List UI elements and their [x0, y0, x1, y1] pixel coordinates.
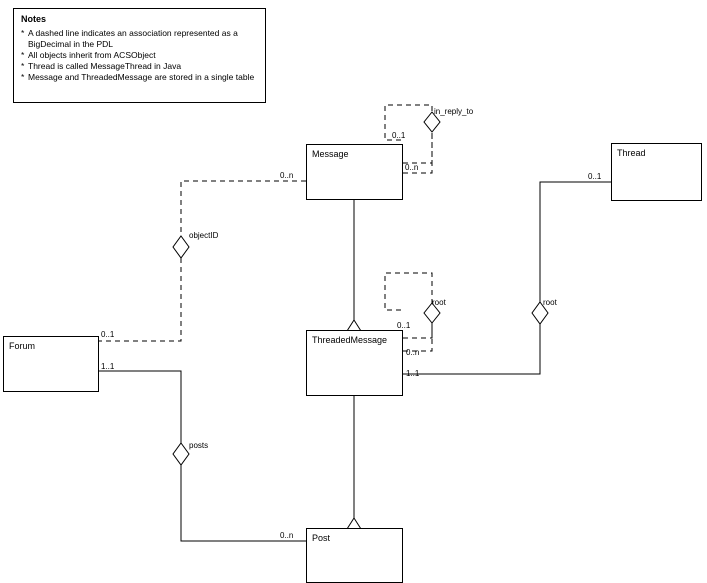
class-name-message: Message [312, 149, 349, 159]
note-item: * Message and ThreadedMessage are stored in a single table [21, 72, 259, 83]
multiplicity-post-posts: 0..n [280, 531, 294, 540]
note-item: * All objects inherit from ACSObject [21, 50, 259, 61]
multiplicity-tm-root-top: 0..1 [397, 321, 411, 330]
label-root-right: root [543, 298, 557, 307]
class-box-forum[interactable] [3, 336, 99, 392]
class-name-threadedmessage: ThreadedMessage [312, 335, 388, 345]
multiplicity-thread-root: 0..1 [588, 172, 602, 181]
notes-list [21, 28, 259, 82]
label-objectid: objectID [189, 231, 219, 240]
connector-forum-posts [99, 371, 181, 443]
class-box-threadedmessage[interactable] [306, 330, 403, 396]
multiplicity-tm-root-bottom: 0..n [406, 348, 420, 357]
label-in-reply-to: in_reply_to [434, 107, 474, 116]
multiplicity-forum-objectid: 0..1 [101, 330, 115, 339]
class-name-forum: Forum [9, 341, 36, 351]
note-item: * A dashed line indicates an association represented as a BigDecimal in the PDL [21, 28, 259, 49]
diamond-posts [173, 443, 189, 465]
class-name-thread: Thread [617, 148, 646, 158]
class-box-message[interactable] [306, 144, 403, 200]
multiplicity-message-reply-bottom: 0..n [405, 163, 419, 172]
multiplicity-message-reply-top: 0..1 [392, 131, 406, 140]
note-item: * Thread is called MessageThread in Java [21, 61, 259, 72]
label-root-left: root [432, 298, 446, 307]
connector-threadedmessage-root-thread [403, 324, 540, 374]
connector-root-thread [540, 182, 611, 302]
label-posts: posts [189, 441, 209, 450]
diamond-objectid [173, 236, 189, 258]
connector-message-objectid [181, 181, 306, 236]
multiplicity-tm-root-right: 1..1 [406, 369, 420, 378]
multiplicity-forum-posts: 1..1 [101, 362, 115, 371]
connector-posts-post [181, 465, 306, 541]
notes-title: Notes [21, 14, 47, 24]
connector-objectid-forum [99, 258, 181, 341]
class-box-thread[interactable] [611, 143, 702, 201]
multiplicity-message-objectid: 0..n [280, 171, 294, 180]
notes-box [13, 8, 266, 103]
class-name-post: Post [312, 533, 331, 543]
class-box-post[interactable] [306, 528, 403, 583]
